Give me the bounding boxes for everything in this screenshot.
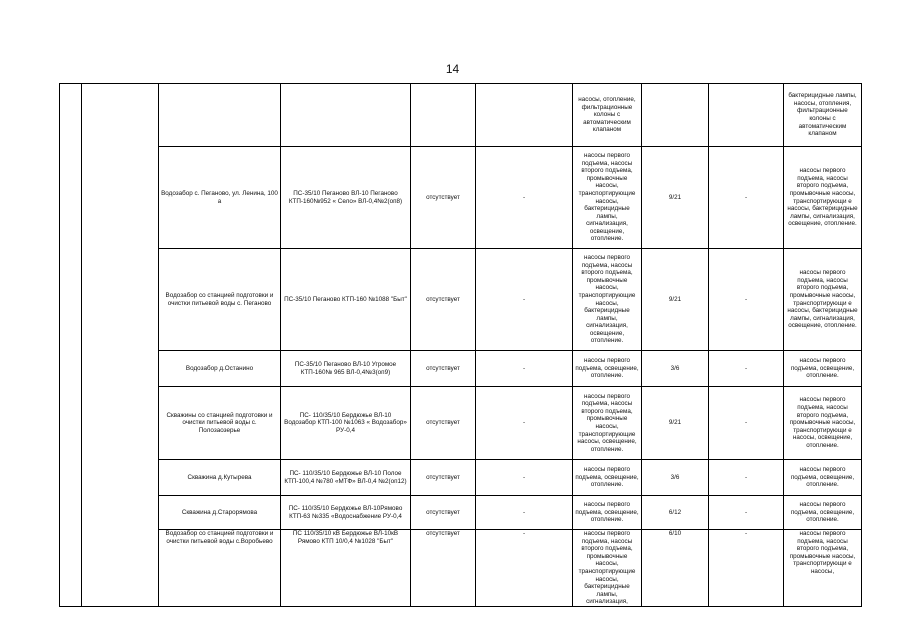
feed-cell: ПС-35/10 Пеганово КТП-160 №1088 "Быт" <box>281 249 411 351</box>
table-row <box>60 496 862 530</box>
dash-cell: - <box>709 351 784 387</box>
category-cell: 9/21 <box>642 249 709 351</box>
category-cell: 6/10 <box>642 530 709 607</box>
dash-cell: - <box>476 530 573 607</box>
category-cell: 3/6 <box>642 351 709 387</box>
facility-cell: Скважины со станцией подготовки и очистки питьевой воды с. Полозаозерье <box>159 387 281 460</box>
category-cell: 9/21 <box>642 147 709 249</box>
feed-cell: ПС- 110/35/10 Бердюжье ВЛ-10 Водозабор КТП-100 №1063 « Водозабор» РУ-0,4 <box>281 387 411 460</box>
dash-cell: - <box>476 496 573 530</box>
critical-load-cell: бактерицидные лампы, насосы, отопления, фильтрационные колоны с автоматическим клапаном <box>784 84 862 147</box>
facility-cell <box>159 84 281 147</box>
dash-cell: - <box>709 460 784 496</box>
critical-load-cell: насосы первого подъема, освещение, отопление. <box>784 460 862 496</box>
table-row <box>60 530 862 607</box>
power-supply-table <box>59 83 862 607</box>
backup-cell: отсутствует <box>411 460 476 496</box>
category-cell: 9/21 <box>642 387 709 460</box>
number-cell <box>60 84 82 607</box>
consumers-cell: насосы первого подъема, освещение, отопление. <box>573 460 642 496</box>
backup-cell: отсутствует <box>411 387 476 460</box>
category-cell <box>642 84 709 147</box>
dash-cell <box>709 84 784 147</box>
backup-cell: отсутствует <box>411 351 476 387</box>
facility-cell: Водозабор с. Пеганово, ул. Ленина, 100 а <box>159 147 281 249</box>
facility-cell: Скважина д.Старорямова <box>159 496 281 530</box>
table-row <box>60 84 862 147</box>
feed-cell: ПС-35/10 Пеганово ВЛ-10 Угромое КТП-160№ 965 ВЛ-0,4№3(оп9) <box>281 351 411 387</box>
critical-load-cell: насосы первого подъема, насосы второго подъема, промывочные насосы, транспортирующи е насосы, бактерицидные лампы, сигнализация, освещение, отопление. <box>784 249 862 351</box>
facility-cell: Водозабор со станцией подготовки и очистки питьевой воды с.Воробьево <box>159 530 281 607</box>
table-row <box>60 460 862 496</box>
backup-cell <box>411 84 476 147</box>
dash-cell: - <box>709 496 784 530</box>
backup-cell: отсутствует <box>411 496 476 530</box>
critical-load-cell: насосы первого подъема, насосы второго подъема, промывочные насосы, транспортирующи е насосы, <box>784 530 862 607</box>
dash-cell: - <box>476 351 573 387</box>
critical-load-cell: насосы первого подъема, освещение, отопление. <box>784 496 862 530</box>
table-row <box>60 351 862 387</box>
consumers-cell: насосы первого подъема, насосы второго подъема, промывочные насосы, транспортирующие насосы, освещение, отопление. <box>573 387 642 460</box>
dash-cell: - <box>476 460 573 496</box>
consumers-cell: насосы первого подъема, насосы второго подъема, промывочные насосы, транспортирующие насосы, бактерицидные лампы, сигнализация, освещение, отопление. <box>573 147 642 249</box>
category-cell: 3/6 <box>642 460 709 496</box>
dash-cell: - <box>709 249 784 351</box>
feed-cell <box>281 84 411 147</box>
feed-cell: ПС-35/10 Пеганово ВЛ-10 Пеганово КТП-160№952 « Село» ВЛ-0,4№2(оп8) <box>281 147 411 249</box>
table-row <box>60 249 862 351</box>
table-row <box>60 147 862 249</box>
dash-cell: - <box>709 147 784 249</box>
consumers-cell: насосы, отопление, фильтрационные колоны с автоматическим клапаном <box>573 84 642 147</box>
table-row <box>60 387 862 460</box>
dash-cell: - <box>709 530 784 607</box>
facility-cell: Водозабор со станцией подготовки и очистки питьевой воды с. Пеганово <box>159 249 281 351</box>
consumers-cell: насосы первого подъема, освещение, отопление. <box>573 496 642 530</box>
consumers-cell: насосы первого подъема, освещение, отопление. <box>573 351 642 387</box>
consumers-cell: насосы первого подъема, насосы второго подъема, промывочные насосы, транспортирующие насосы, бактерицидные лампы, сигнализация, <box>573 530 642 607</box>
dash-cell: - <box>476 387 573 460</box>
backup-cell: отсутствует <box>411 147 476 249</box>
critical-load-cell: насосы первого подъема, насосы второго подъема, промывочные насосы, транспортирующи е насосы, бактерицидные лампы, сигнализация, освещение, отопление. <box>784 147 862 249</box>
feed-cell: ПС- 110/35/10 Бердюжье ВЛ-10 Полое КТП-100,4 №780 «МТФ» ВЛ-0,4 №2(оп12) <box>281 460 411 496</box>
facility-cell: Скважина д.Кутырева <box>159 460 281 496</box>
district-cell <box>82 84 159 607</box>
feed-cell: ПС 110/35/10 кВ Бердюжье ВЛ-10кВ Рямово КТП 10/0,4 №1028 "Быт" <box>281 530 411 607</box>
dash-cell: - <box>709 387 784 460</box>
backup-cell: отсутствует <box>411 530 476 607</box>
dash-cell <box>476 84 573 147</box>
consumers-cell: насосы первого подъема, насосы второго подъема, промывочные насосы, транспортирующие насосы, бактерицидные лампы, сигнализация, освещение, отопление. <box>573 249 642 351</box>
page-number: 14 <box>445 62 460 76</box>
backup-cell: отсутствует <box>411 249 476 351</box>
dash-cell: - <box>476 147 573 249</box>
critical-load-cell: насосы первого подъема, насосы второго подъема, промывочные насосы, транспортирующи е насосы, освещение, отопление. <box>784 387 862 460</box>
dash-cell: - <box>476 249 573 351</box>
category-cell: 6/12 <box>642 496 709 530</box>
feed-cell: ПС- 110/35/10 Бердюжье ВЛ-10Рямово КТП-63 №335 «Водоснабжение РУ-0,4 <box>281 496 411 530</box>
critical-load-cell: насосы первого подъема, освещение, отопление. <box>784 351 862 387</box>
facility-cell: Водозабор д.Останино <box>159 351 281 387</box>
